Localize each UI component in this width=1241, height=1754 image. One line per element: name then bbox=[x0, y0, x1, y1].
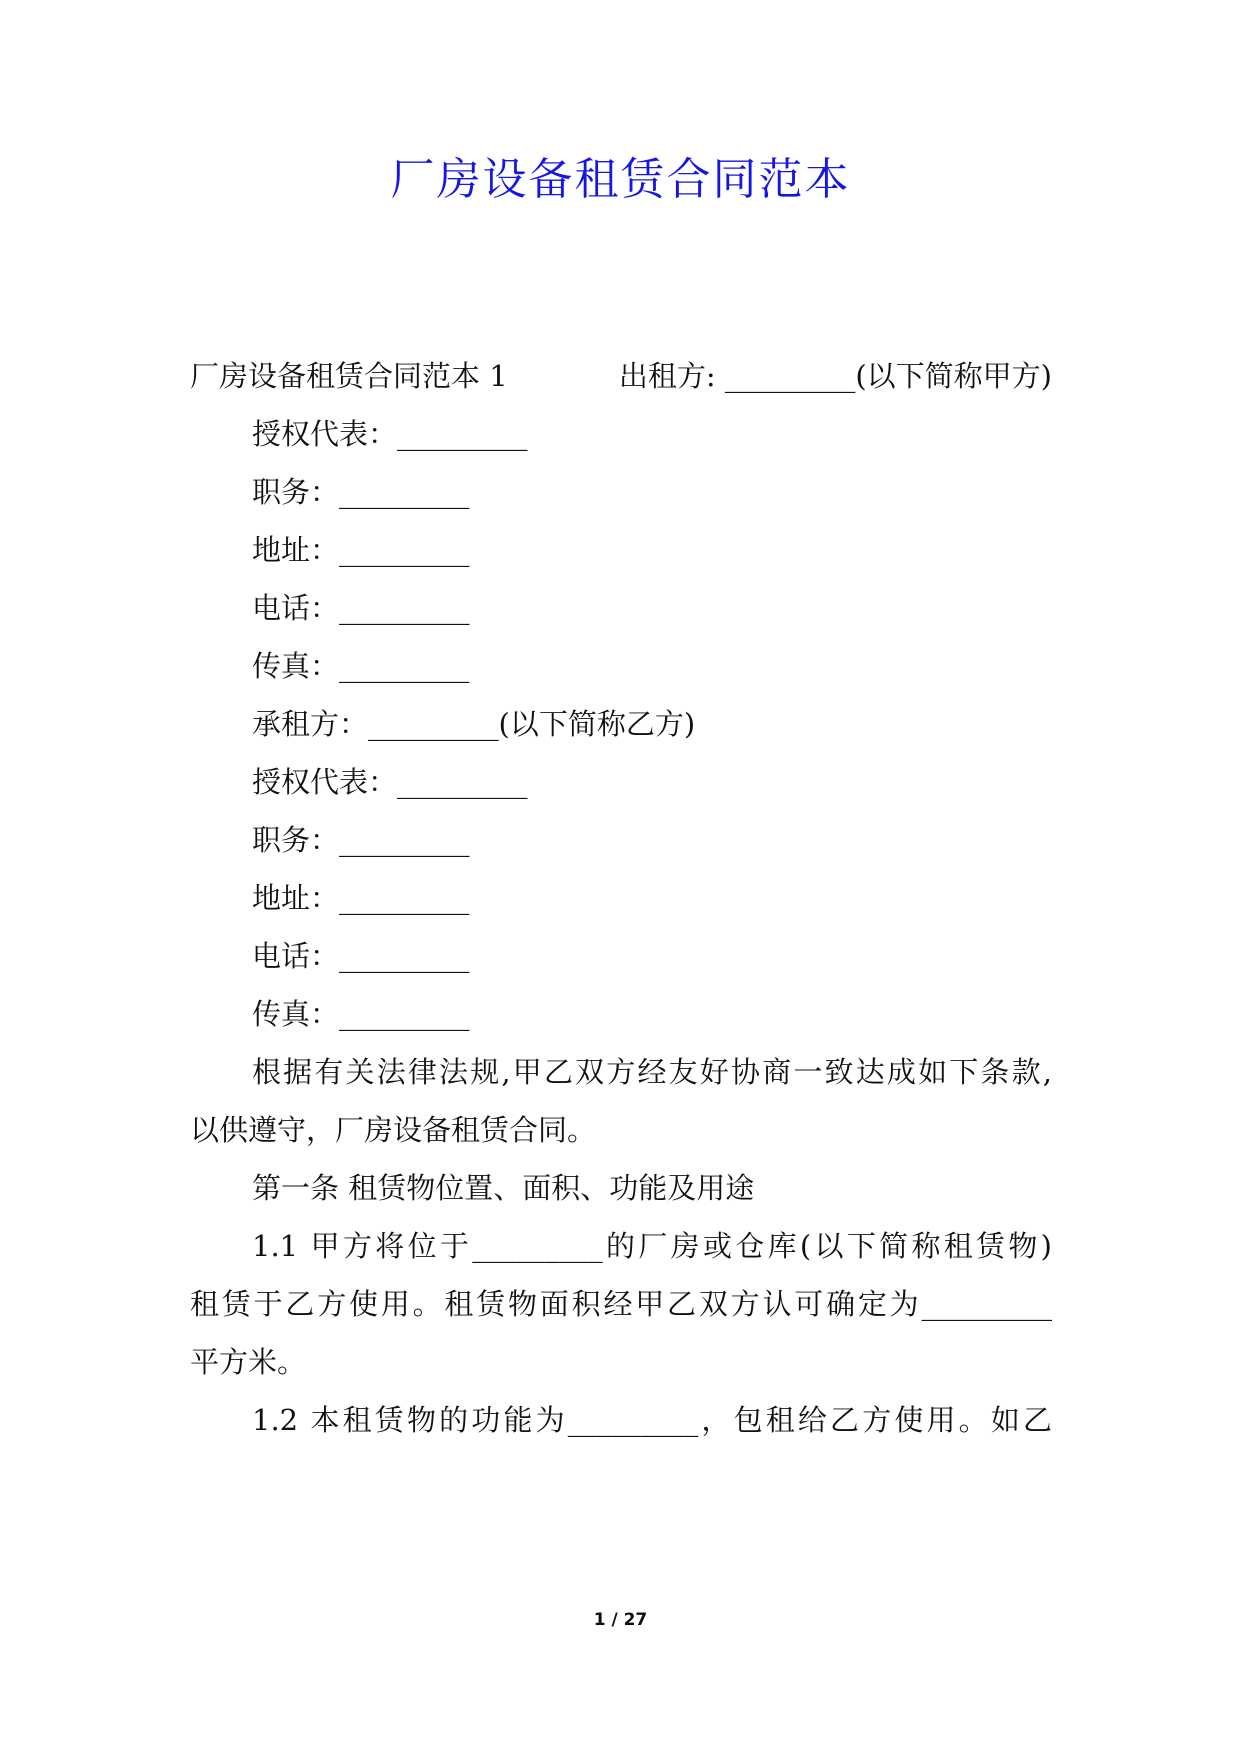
lessor-position: 职务：_________ bbox=[252, 475, 470, 509]
lessee-phone: 电话：_________ bbox=[252, 939, 470, 973]
lessor-representative: 授权代表：_________ bbox=[252, 417, 528, 451]
contract-heading: 厂房设备租赁合同范本 1 bbox=[190, 359, 508, 393]
clause-1-2-line-1: 1.2 本租赁物的功能为_________，包租给乙方使用。如乙 bbox=[252, 1403, 1052, 1437]
preamble-line-2: 以供遵守，厂房设备租赁合同。 bbox=[190, 1113, 597, 1147]
intro-line bbox=[190, 344, 1052, 408]
document-title: 厂房设备租赁合同范本 bbox=[390, 154, 851, 205]
lessor-address: 地址：_________ bbox=[252, 533, 470, 567]
preamble-line-1: 根据有关法律法规,甲乙双方经友好协商一致达成如下条款, bbox=[252, 1055, 1052, 1089]
lessor-line: 出租方: _________(以下简称甲方) bbox=[618, 359, 1052, 393]
lessee-fax: 传真：_________ bbox=[252, 997, 470, 1031]
lessee-address: 地址：_________ bbox=[252, 881, 470, 915]
page-number: 1 / 27 bbox=[593, 1610, 648, 1630]
lessor-phone: 电话：_________ bbox=[252, 591, 470, 625]
clause-1-1-line-2: 租赁于乙方使用。租赁物面积经甲乙双方认可确定为_________ bbox=[190, 1287, 1052, 1321]
article-1-heading: 第一条 租赁物位置、面积、功能及用途 bbox=[252, 1171, 755, 1205]
lessee-representative: 授权代表：_________ bbox=[252, 765, 528, 799]
lessee-position: 职务：_________ bbox=[252, 823, 470, 857]
clause-1-1-line-3: 平方米。 bbox=[190, 1345, 307, 1379]
lessor-fax: 传真：_________ bbox=[252, 649, 470, 683]
lessee-line: 承租方：_________(以下简称乙方) bbox=[252, 707, 696, 741]
clause-1-1-line-1: 1.1 甲方将位于_________的厂房或仓库(以下简称租赁物) bbox=[252, 1229, 1052, 1263]
